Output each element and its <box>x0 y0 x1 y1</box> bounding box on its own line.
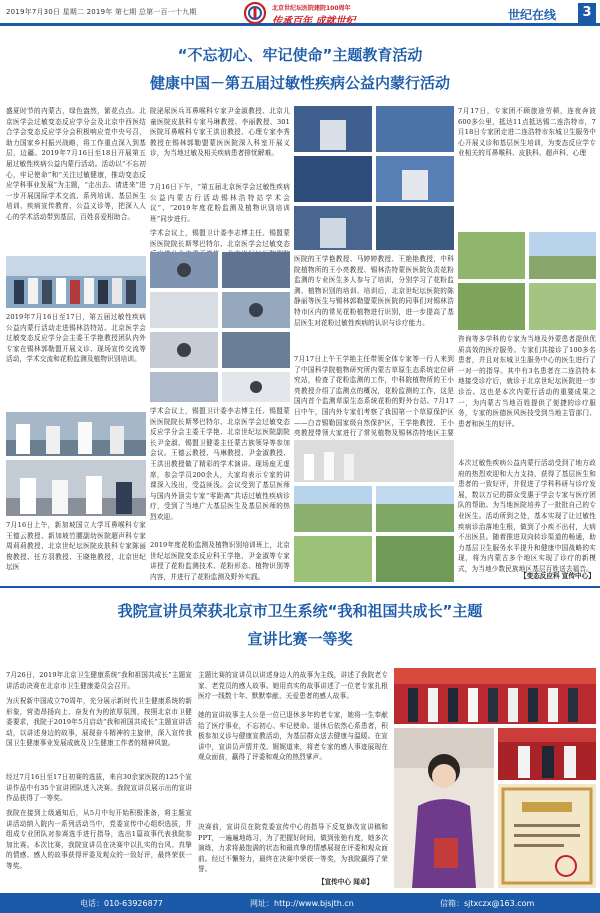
article1-column4-para3: 本次过敏性疾病公益内蒙行活动受到了地方政府的热烈欢迎和大力支持，获得了基层医生和患者的一致好评，并促进了学科科研与诊疗发展，数以万记的群众受惠于学会专家与医疗团队的帮助。为当地医院培养了一批批自己的专业医生。活动所到之处，基本实现了让过敏性疾病诊治落地生根，做到了小疾不出村，大病不出医县。随着推进双向转诊渠道的畅通，助力基层卫生服务水平提升和健康中国战略的实现，将为内蒙古多个地区实现了诊疗的新模式，为当地少数民族地区基层百姓送去福音。 <box>458 459 596 573</box>
article1-column2-para4: 2019年度花粉监测及植物识别培训班上，北京世纪坛医院变态反应科王学艳、尹金淑等专家讲授了花粉监测技术、花粉形态、植物识别等内容，并进行了花粉监测及野外实践。 <box>150 541 290 581</box>
anniversary-slogan: 传承百年 成就世纪 <box>272 16 356 27</box>
article1-column2-para2: 7月16日下午，“第五届北京医学会过敏性疾病公益内蒙古行活动锡林浩特站学术会议”、“2019年度花粉监测及植物识别培训班”同步进行。 <box>150 183 290 223</box>
article1-column4-para1: 7月17日，专家团不顾旅途劳顿，连夜奔波600多公里，抵达11点抵达锡二连浩特市，7月18日专家团走进二连浩特市东城卫生服务中心开展义诊和基层医生培训，为变态反应学专业相关的耳鼻喉科、皮肤科、超声科、心理 <box>458 107 596 158</box>
article2-title-line2: 宣讲比赛一等奖 <box>247 630 353 648</box>
page-footer <box>0 893 600 913</box>
contact-email[interactable]: 信箱：sjtxczx@163.com <box>440 899 535 908</box>
award-certificate-image <box>498 784 596 888</box>
article2-column1-para2: 为庆祝新中国成立70周年，充分展示新时代卫生健康系统的新形象，营造昂扬向上、奋发有为的浓厚氛围，按照北京市卫健委要求，我院于2019年5月启动“我和祖国共成长”主题宣讲活动，以讲述身边的故事，展现奋斗精神的主旋律，深入宣传我国卫生健康事业发展成就及卫生健康工作者的精神风貌。 <box>6 697 192 748</box>
page-number: 3 <box>578 3 596 23</box>
clinic-photo <box>6 412 146 456</box>
contact-phone: 电话：010-63926877 <box>80 899 163 908</box>
article-divider <box>0 586 600 588</box>
activity-photo-group <box>6 256 146 308</box>
doctor-consultation-photo <box>6 460 146 516</box>
article2-title-line1: 我院宣讲员荣获北京市卫生系统“我和祖国共成长”主题 <box>117 602 483 620</box>
article1-column1-para1: 盛夏时节的内蒙古，绿色盎然，繁花点点。北京医学会过敏变态反应学分会及北京中西医结合学会变态反应学分会积极响应党中央号召，助力国家乡村振兴战略，将工作重点深入到基层，边疆。2019年7月16日至18日开展第五届过敏性疾病公益内蒙行活动。活动以“不忘初心，牢记使命”和“关注过敏健康，推动变态反应学科事业发展”为主题，“走出去、请进来”进一步开展国际学术交流、系列培训、基层医生培训、疾病宣传教育、公益义诊等，把深入人心的学术活动带到基层，百姓喜爱相助合。 <box>6 107 146 221</box>
article2-column1-para3: 经过7月16日至17日初赛的选拔，来自30余家医院的125个宣讲作品中有35个宣讲团队进入决赛。我院宣讲员展示出的宣讲作品获得了一等奖。 <box>6 773 192 803</box>
article2-column2-para2: 她的宣讲故事主人公是一位已退休多年的老专家，她将一生奉献给了医疗事业，不忘初心、牢记使命。退休后依然心系患者，积极参加义诊与健康宣教活动，为基层群众送去健康与温暖。在宣讲中，宣讲员声情并茂、娓娓道来，将老专家的感人事迹展现在观众面前，赢得了评委和观众的热烈掌声。 <box>198 711 388 762</box>
speaker-portrait-photo <box>394 728 494 888</box>
article1-title-line1: “不忘初心、牢记使命”主题教育活动 <box>177 46 423 64</box>
article1-column1-para3: 7月16日上午，新加坡国立大学耳鼻喉科专家王德云教授、新加坡竹腰副幼医院超声科专家周莉莉教授、北京世纪坛医院皮肤科专家陈丽俊教授、任方羽教授、王晓艳教授，北京世纪坛医 <box>6 521 146 572</box>
article1-column1-para2: 2019年7月16日至17日，第五届过敏性疾病公益内蒙行活动走进锡林浩特站。北京医学会过敏变态反应学分会主委王学艳教授团队内外专家在锡林郭勒盟开展义诊、现场宣传交流等活动，学术交流和花粉监测及植物识别培训。 <box>6 313 146 364</box>
article1-column2-para3: 学术会议上，锡盟卫计委李志博主任、锡盟蒙医医院院长斯琴巴特尔、北京医学会过敏变态反应学分会主委王学艳、北京世纪坛医院副院长尹金淑、锡盟卫健委主任蒙古族领导等参加会议。王德云教授、马琳教授、尹金淑教授、王洪田教授做了精彩的学术演讲。现场座无虚席，参会学员200余人，大家均表示专家的讲课深入浅出，受益匪浅。会议受到了基层医师与国内外顶尖专家“零距离”共话过敏性疾病诊疗，受到了当地广大基层医生及基层医师的热烈欢迎。 <box>150 407 290 521</box>
article1-column2-intro: 学术会议上，锡盟卫计委李志博主任、锡盟蒙医医院院长斯琴巴特尔、北京医学会过敏变态 <box>150 229 290 248</box>
section-title: 世纪在线 <box>508 8 557 22</box>
article2-column2-para3: 决赛前，宣讲员在院党委宣传中心的指导下反复修改宣讲稿和PPT，一遍遍地练习，为了把握好时间，做到张弛有度，她多次演练，力求将最饱满的状态和最真挚的情感展现在评委和观众面前。经过不懈努力，最终在决赛中荣获一等奖，为我院赢得了荣誉。 <box>198 823 388 874</box>
article1-column4-para2: 咨询等多学科的专家为当地及外蒙患者提供优质高效的医疗服务。专家们共接诊了100多名患者，并且对东城卫生服务中心的医生进行了一对一的指导。其中有3名患者在二连浩特本地接受诊疗后，就诊于北京世纪坛医院进一步诊治。这也是本次内蒙行活动的重要成果之一，为内蒙古当地百姓提供了便捷的诊疗服务，专家的医德医风医技受到当地主管部门、患者和医生的好评。 <box>458 335 596 428</box>
award-stage-photo <box>498 728 596 780</box>
lecture-photo-grid <box>150 252 290 402</box>
article2-column2-para1: 主题比赛的宣讲员以讲述身边人的故事为主线，讲述了我院老专家、老党员的感人故事。她用真实的故事讲述了一位老专家扎根医疗一线数十年、默默奉献、关爱患者的感人故事。 <box>198 671 388 701</box>
anniversary-slogan-top: 北京世纪坛医院建院100周年 <box>272 5 351 12</box>
article1-column3-para1: 医院的王学艳教授、马婷婷教授、王艳艳教授，中科院植物所的王小亮教授、锡林浩特蒙医医院负责花粉监测的专业医生多人参与了培训，分别学习了花粉监测、植物识别的培训、培训后，北京世纪坛医院的陈静丽等医生与锡林郭勒盟蒙医医院的同事们对锡林浩特市区内的常见花粉植物进行识别，进一步提高了基层医生对花粉过敏性疾病的认识与诊疗能力。 <box>294 255 454 327</box>
article1-column3-para2: 7月17日上午王学艳主任带领全体专家等一行人来到了中国科学院植物研究所内蒙古草原生态系统定位研究站，检查了花粉监测的工作，中科院植物所的王小亮教授介绍了监测点的概况，花粉监测的工作，这是国内首个监测草原生态系统花粉的野外台站。7月17日中午，国内外专家们考察了我国第一个草原保护区——白音锡勒国家级自然保护区，王学艳教授、王小亮教授带领大家进行了常见植物及锡林浩特地区主要 <box>294 355 454 438</box>
article1-column2-para1: 院泌尿医兵耳鼻喉科专家尹金淑教授、北京儿童医院皮肤科专家马琳教授、李丽教授、301医院耳鼻喉科专家王洪田教授、心理专家李秀教授在锡林郭勒盟蒙医医院深入科室开展义诊，为当地过敏及相关疾病患者排忧解难。 <box>150 107 290 158</box>
issue-date: 2019年7月30日 星期二 2019年 第七期 总第一百一十九期 <box>6 8 197 16</box>
article2-column1-para4: 我院在接到上级通知后，从5月中旬开始积极准备，将主题宣讲活动纳入院内一系列活动当中，党委宣传中心组织选拔，并组成专业团队对参赛选手进行指导，选出1篇故事代表我院参加比赛。本次比赛，我院宣讲员在决赛中以扎实的台风、真挚的情感、感人的故事获得评委及观众的一致好评，最终荣获一等奖。 <box>6 809 192 870</box>
conference-photo-grid <box>294 106 454 250</box>
article2-signature: 【宣传中心 闻卓】 <box>318 878 374 886</box>
article2-column1-para1: 7月26日，2019年北京卫生健康系统“我和祖国共成长”主题宣讲活动决赛在北京市卫生健康委员会召开。 <box>6 671 192 690</box>
outdoor-visit-photo-grid <box>294 440 454 582</box>
page-header <box>0 0 600 26</box>
field-study-photo-grid <box>458 232 596 330</box>
award-ceremony-photo <box>394 668 596 724</box>
article1-signature: 【变态反应科 宣传中心】 <box>520 572 595 580</box>
hospital-anniversary-logo <box>242 2 268 24</box>
article1-title-line2: 健康中国－第五届过敏性疾病公益内蒙行活动 <box>149 74 450 92</box>
website-link[interactable]: 网址：http://www.bjsjth.cn <box>250 899 354 908</box>
